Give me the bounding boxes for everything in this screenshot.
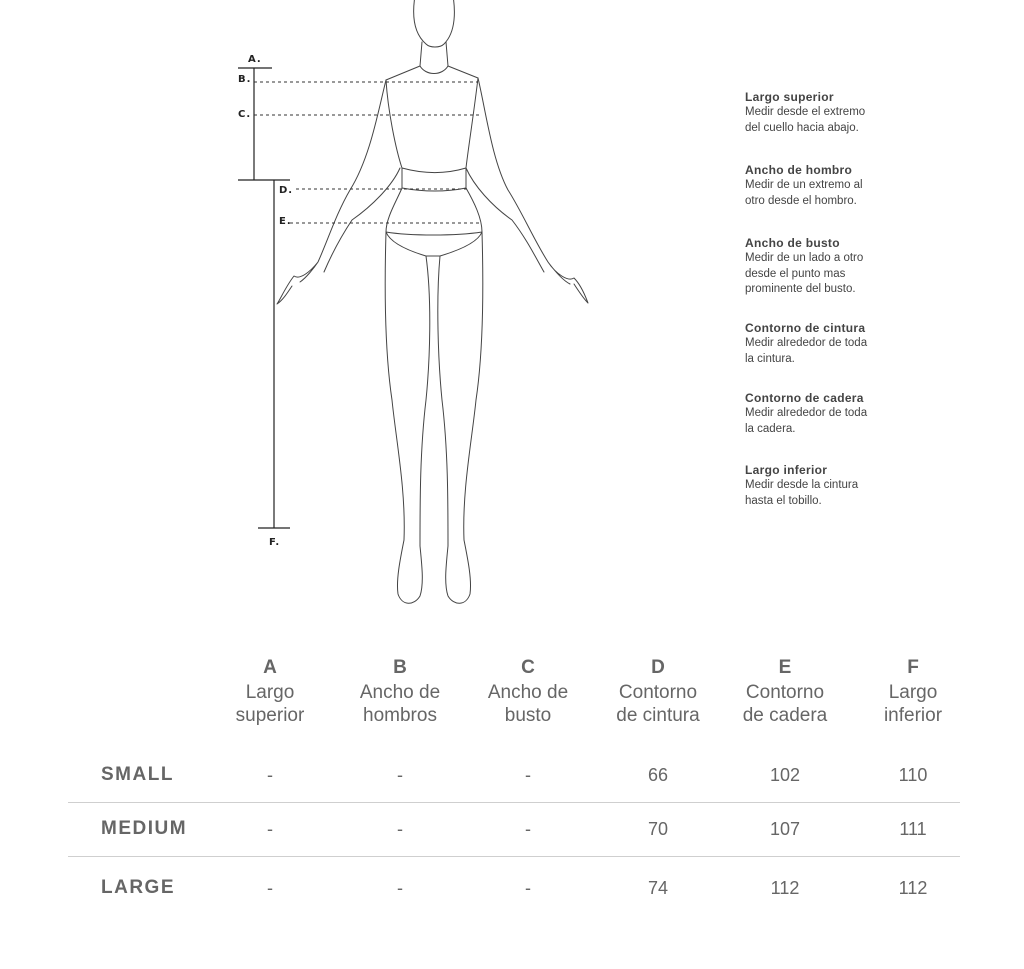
table-cell: -: [267, 819, 273, 839]
marker-c: C.: [238, 109, 252, 120]
mannequin-left-leg: [385, 232, 430, 603]
table-cell: -: [397, 765, 403, 785]
marker-f: F.: [269, 537, 281, 548]
mannequin-right-arm: [478, 78, 588, 303]
table-cell: 110: [898, 765, 928, 785]
column-letter: B: [393, 657, 407, 678]
table-row: [68, 802, 960, 857]
table-cell: 66: [647, 765, 669, 785]
table-cell: 102: [769, 765, 801, 785]
table-cell: 70: [647, 819, 669, 839]
size-label: LARGE: [101, 877, 175, 898]
legend-title: Contorno de cintura: [745, 321, 866, 335]
column-name-line: Ancho de: [487, 682, 569, 703]
measurement-guides: [238, 68, 290, 528]
legend-title: Largo superior: [745, 90, 834, 104]
legend-desc-line: la cintura.: [745, 352, 795, 365]
mannequin-figure: [277, 0, 588, 603]
legend-title: Contorno de cadera: [745, 391, 864, 405]
marker-a: A.: [248, 54, 262, 65]
column-name-line: superior: [235, 705, 305, 726]
legend-item: [745, 90, 945, 136]
table-cell: 107: [769, 819, 801, 839]
legend-desc-line: la cadera.: [745, 422, 796, 435]
legend-item: [745, 463, 945, 509]
legend-title: Ancho de busto: [745, 236, 840, 250]
column-header: [853, 655, 973, 727]
marker-e: E.: [279, 216, 292, 227]
column-name-line: de cintura: [616, 705, 700, 726]
column-name-line: Contorno: [745, 682, 825, 703]
column-header: [598, 655, 718, 727]
column-header: [468, 655, 588, 727]
legend-desc-line: hasta el tobillo.: [745, 494, 822, 507]
table-cell: -: [397, 819, 403, 839]
table-row: [68, 748, 960, 803]
column-name-line: hombros: [363, 705, 437, 726]
table-cell: -: [525, 819, 531, 839]
table-cell: 74: [647, 878, 669, 898]
table-cell: -: [525, 878, 531, 898]
table-cell: -: [397, 878, 403, 898]
column-name-line: Contorno: [618, 682, 698, 703]
column-header: [725, 655, 845, 727]
legend-desc-line: Medir alrededor de toda: [745, 337, 868, 349]
column-name-line: Largo: [245, 682, 295, 703]
column-letter: F: [907, 657, 919, 678]
column-name-line: inferior: [883, 705, 943, 726]
column-letter: C: [521, 657, 535, 678]
column-letter: D: [651, 657, 665, 678]
table-cell: 112: [770, 878, 800, 898]
legend-title: Ancho de hombro: [745, 163, 853, 177]
marker-d: D.: [279, 185, 294, 196]
legend-desc-line: Medir de un extremo al: [745, 179, 863, 191]
table-cell: -: [267, 765, 273, 785]
legend-item: [745, 321, 945, 367]
measurement-markers: [238, 54, 293, 548]
size-table: [0, 655, 1024, 955]
table-row: [68, 861, 960, 915]
legend-desc-line: Medir desde la cintura: [745, 479, 859, 491]
column-header: [210, 655, 330, 727]
size-label: SMALL: [101, 764, 174, 785]
legend-desc-line: Medir de un lado a otro: [745, 252, 864, 264]
mannequin-head: [414, 0, 455, 47]
table-cell: -: [267, 878, 273, 898]
legend-item: [745, 391, 945, 437]
marker-b: B.: [238, 74, 252, 85]
column-name-line: de cadera: [742, 705, 828, 726]
size-label: MEDIUM: [101, 818, 188, 839]
legend-item: [745, 236, 945, 298]
legend-desc-line: otro desde el hombro.: [745, 194, 857, 207]
mannequin-right-leg: [438, 232, 483, 603]
legend-desc-line: prominente del busto.: [745, 283, 856, 295]
column-name-line: busto: [504, 705, 552, 726]
mannequin-torso: [386, 168, 482, 232]
legend-desc-line: Medir desde el extremo: [745, 106, 866, 118]
table-cell: -: [525, 765, 531, 785]
measurement-dashed-lines: [254, 82, 482, 223]
legend-desc-line: Medir alrededor de toda: [745, 407, 868, 419]
legend-desc-line: desde el punto mas: [745, 267, 846, 280]
mannequin-left-arm: [277, 80, 386, 304]
table-cell: 111: [899, 819, 927, 839]
legend-item: [745, 163, 945, 209]
legend-desc-line: del cuello hacia abajo.: [745, 121, 859, 134]
column-letter: E: [778, 657, 792, 678]
column-name-line: Ancho de: [359, 682, 441, 703]
mannequin-briefs: [386, 232, 482, 256]
table-cell: 112: [898, 878, 928, 898]
column-name-line: Largo: [888, 682, 938, 703]
mannequin-waistband: [402, 168, 466, 191]
column-header: [340, 655, 460, 727]
column-letter: A: [263, 657, 277, 678]
legend-title: Largo inferior: [745, 463, 828, 477]
